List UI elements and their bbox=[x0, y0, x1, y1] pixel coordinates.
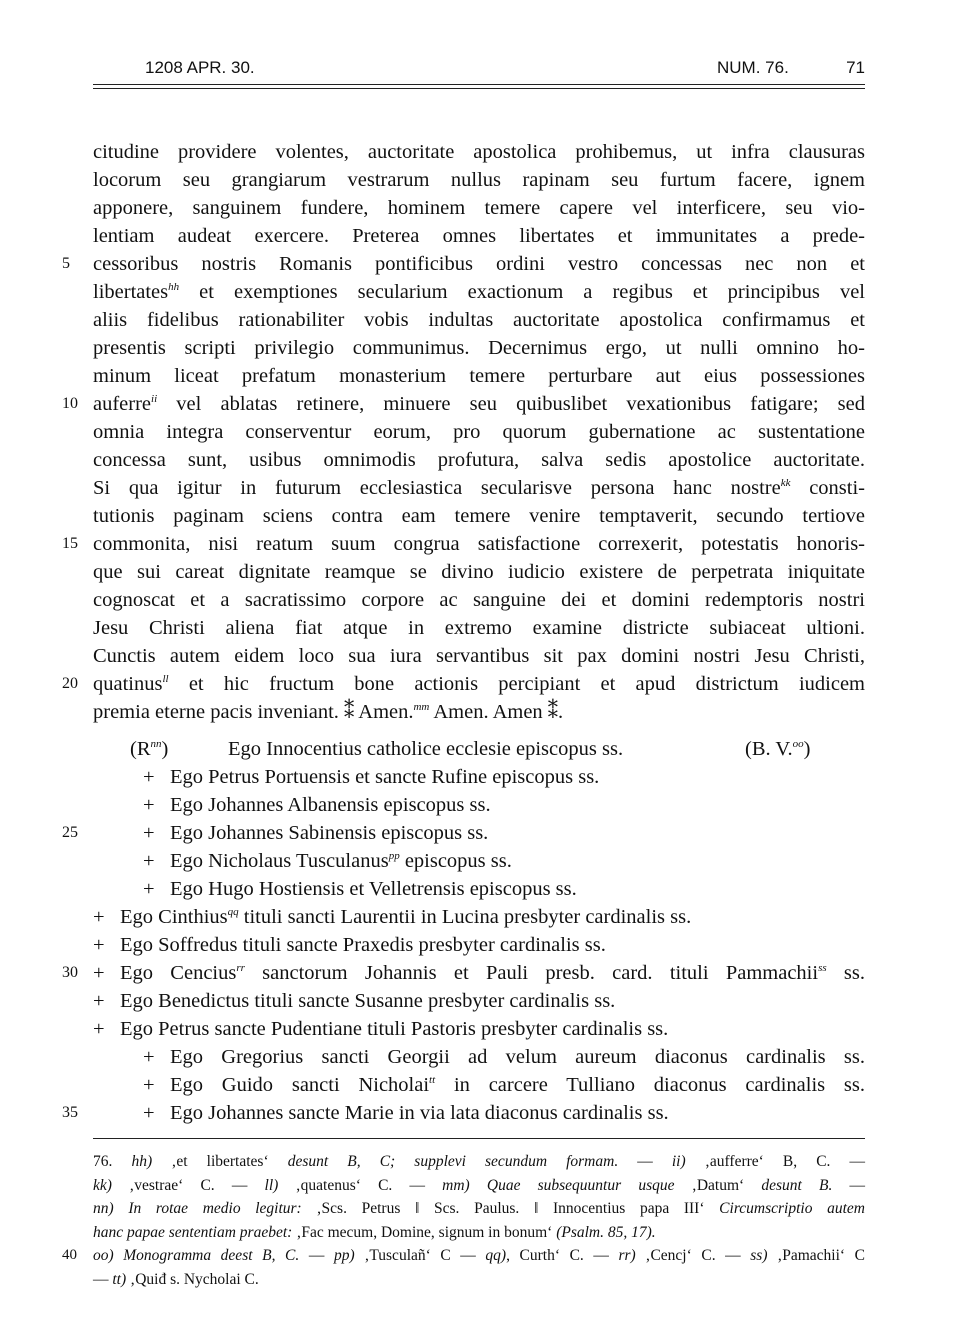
cross-sign: + bbox=[143, 1046, 155, 1068]
text-line: auferre$^{ii}$ vel ablatas retinere, minuere seu quibuslibet vexationibus fatigare; sed bbox=[93, 393, 865, 415]
text-line: libertates$^{hh}$ et exemptiones secularium exactionum a regibus et principibus vel bbox=[93, 281, 865, 303]
text-line: omnia integra conserventur eorum, pro quorum gubernatione ac sustentatione bbox=[93, 421, 865, 443]
line-number: 40 bbox=[62, 1247, 77, 1263]
signature-line: Ego Cencius$^{rr}$ sanctorum Johannis et Pauli presb. card. tituli Pammachii$^{ss}$ ss. bbox=[120, 962, 865, 984]
header-rule bbox=[93, 84, 865, 85]
cross-sign: + bbox=[93, 1018, 105, 1040]
signature-line: Ego Gregorius sancti Georgii ad velum aureum diaconus cardinalis ss. bbox=[170, 1046, 865, 1068]
text-line: quatinus$^{ll}$ et hic fructum bone actionis percipiant et apud districtum iudicem bbox=[93, 673, 865, 695]
signature-line: Ego Innocentius catholice ecclesie episcopus ss. bbox=[228, 738, 624, 760]
text-line: apponere, sanguinem fundere, hominem temere capere vel interficere, seu vio- bbox=[93, 197, 865, 219]
signature-line: Ego Petrus sancte Pudentiane tituli Pastoris presbyter cardinalis ss. bbox=[120, 1018, 669, 1040]
cross-sign: + bbox=[93, 934, 105, 956]
bene-valete-sign: (B. V.$^{oo}$) bbox=[745, 738, 811, 760]
text-line: aliis fidelibus rationabiliter vobis indultas auctoritate apostolica confirmamus et bbox=[93, 309, 865, 331]
page-number: 71 bbox=[846, 58, 865, 77]
line-number: 20 bbox=[62, 675, 78, 692]
signature-line: Ego Johannes Sabinensis episcopus ss. bbox=[170, 822, 489, 844]
signature-line: Ego Soffredus tituli sancte Praxedis presbyter cardinalis ss. bbox=[120, 934, 606, 956]
footnote-line: 76. hh) ‚et libertates‘ desunt B, C; supplevi secundum formam. — ii) ‚aufferre‘ B, C. — bbox=[93, 1153, 865, 1170]
signature-line: Ego Johannes sancte Marie in via lata diaconus cardinalis ss. bbox=[170, 1102, 669, 1124]
signature-line: Ego Hugo Hostiensis et Velletrensis episcopus ss. bbox=[170, 878, 577, 900]
cross-sign: + bbox=[143, 1074, 155, 1096]
signature-line: Ego Cinthius$^{qq}$ tituli sancti Laurentii in Lucina presbyter cardinalis ss. bbox=[120, 906, 692, 928]
cross-sign: + bbox=[143, 878, 155, 900]
text-line: presentis scripti privilegio communimus. Decernimus ergo, ut nulli omnino ho- bbox=[93, 337, 865, 359]
line-number: 5 bbox=[62, 255, 70, 272]
cross-sign: + bbox=[143, 822, 155, 844]
running-header bbox=[93, 58, 865, 80]
text-line: Cunctis autem eidem loco sua iura servantibus sit pax domini nostri Jesu Christi, bbox=[93, 645, 865, 667]
line-number: 15 bbox=[62, 535, 78, 552]
signature-line: Ego Petrus Portuensis et sancte Rufine episcopus ss. bbox=[170, 766, 600, 788]
text-line: Jesu Christi aliena fiat atque in extremo examine districte subiaceat ultioni. bbox=[93, 617, 865, 639]
footnote-line: nn) In rotae medio legitur: ‚Scs. Petrus ‖ Scs. Paulus. ‖ Innocentius papa III‘ Circumscriptio autem bbox=[93, 1200, 865, 1217]
header-rule-double bbox=[93, 88, 865, 89]
footnote-line: oo) Monogramma deest B, C. — pp) ‚Tusculañ‘ C — qq), Curth‘ C. — rr) ‚Cencj‘ C. — ss) ‚Pamachii‘ C bbox=[93, 1247, 865, 1264]
footnote-line: — tt) ‚Quiđ s. Nycholai C. bbox=[93, 1270, 259, 1288]
line-number: 35 bbox=[62, 1104, 78, 1121]
header-document-number: NUM. 76. bbox=[717, 58, 789, 77]
line-number: 25 bbox=[62, 824, 78, 841]
cross-sign: + bbox=[93, 962, 105, 984]
signature-line: Ego Nicholaus Tusculanus$^{pp}$ episcopus ss. bbox=[170, 850, 512, 872]
text-line: Si qua igitur in futurum ecclesiastica secularisve persona hanc nostre$^{kk}$ consti- bbox=[93, 477, 865, 499]
cross-sign: + bbox=[93, 990, 105, 1012]
text-line: cognoscat et a sacratissimo corpore ac sanguine dei et domini redemptoris nostri bbox=[93, 589, 865, 611]
signature-line: Ego Guido sancti Nicholai$^{tt}$ in carcere Tulliano diaconus cardinalis ss. bbox=[170, 1074, 865, 1096]
rota-sign: $(R^{nn})$ bbox=[130, 738, 169, 760]
text-line: premia eterne pacis inveniant. ⁑ Amen.$^{mm}$ Amen. Amen ⁑. bbox=[93, 701, 564, 723]
cross-sign: + bbox=[93, 906, 105, 928]
text-line: cessoribus nostris Romanis pontificibus ordini vestro concessas nec non et bbox=[93, 253, 865, 275]
footnote-line: hanc papae sententiam praebet: ‚Fac mecum, Domine, signum in bonum‘ (Psalm. 85, 17). bbox=[93, 1223, 656, 1241]
text-line: minum liceat prefatum monasterium temere perturbare aut eius possessiones bbox=[93, 365, 865, 387]
text-line: locorum seu grangiarum vestrarum nullus rapinam seu furtum facere, ignem bbox=[93, 169, 865, 191]
cross-sign: + bbox=[143, 794, 155, 816]
line-number: 10 bbox=[62, 395, 78, 412]
cross-sign: + bbox=[143, 1102, 155, 1124]
text-line: concessa sunt, usibus omnimodis profutura, salva sedis apostolice auctoritate. bbox=[93, 449, 865, 471]
text-line: que sui careat dignitate reamque se divino iudicio existere de perpetrata iniquitate bbox=[93, 561, 865, 583]
signature-line: Ego Johannes Albanensis episcopus ss. bbox=[170, 794, 491, 816]
text-line: tutionis paginam sciens contra eam temere venire temptaverit, secundo tertiove bbox=[93, 505, 865, 527]
footnote-line: kk) ‚vestrae‘ C. — ll) ‚quatenus‘ C. — mm) Quae subsequuntur usque ‚Datum‘ desunt B. — bbox=[93, 1176, 865, 1194]
text-line: lentiam audeat exercere. Preterea omnes libertates et immunitates a prede- bbox=[93, 225, 865, 247]
text-line: commonita, nisi reatum suum congrua satisfactione correxerit, potestatis honoris- bbox=[93, 533, 865, 555]
cross-sign: + bbox=[143, 850, 155, 872]
signature-line: Ego Benedictus tituli sancte Susanne presbyter cardinalis ss. bbox=[120, 990, 616, 1012]
cross-sign: + bbox=[143, 766, 155, 788]
line-number: 30 bbox=[62, 964, 78, 981]
header-date: 1208 APR. 30. bbox=[145, 58, 255, 77]
footnote-rule bbox=[93, 1138, 865, 1139]
text-line: citudine providere volentes, auctoritate apostolica prohibemus, ut infra clausuras bbox=[93, 141, 865, 163]
